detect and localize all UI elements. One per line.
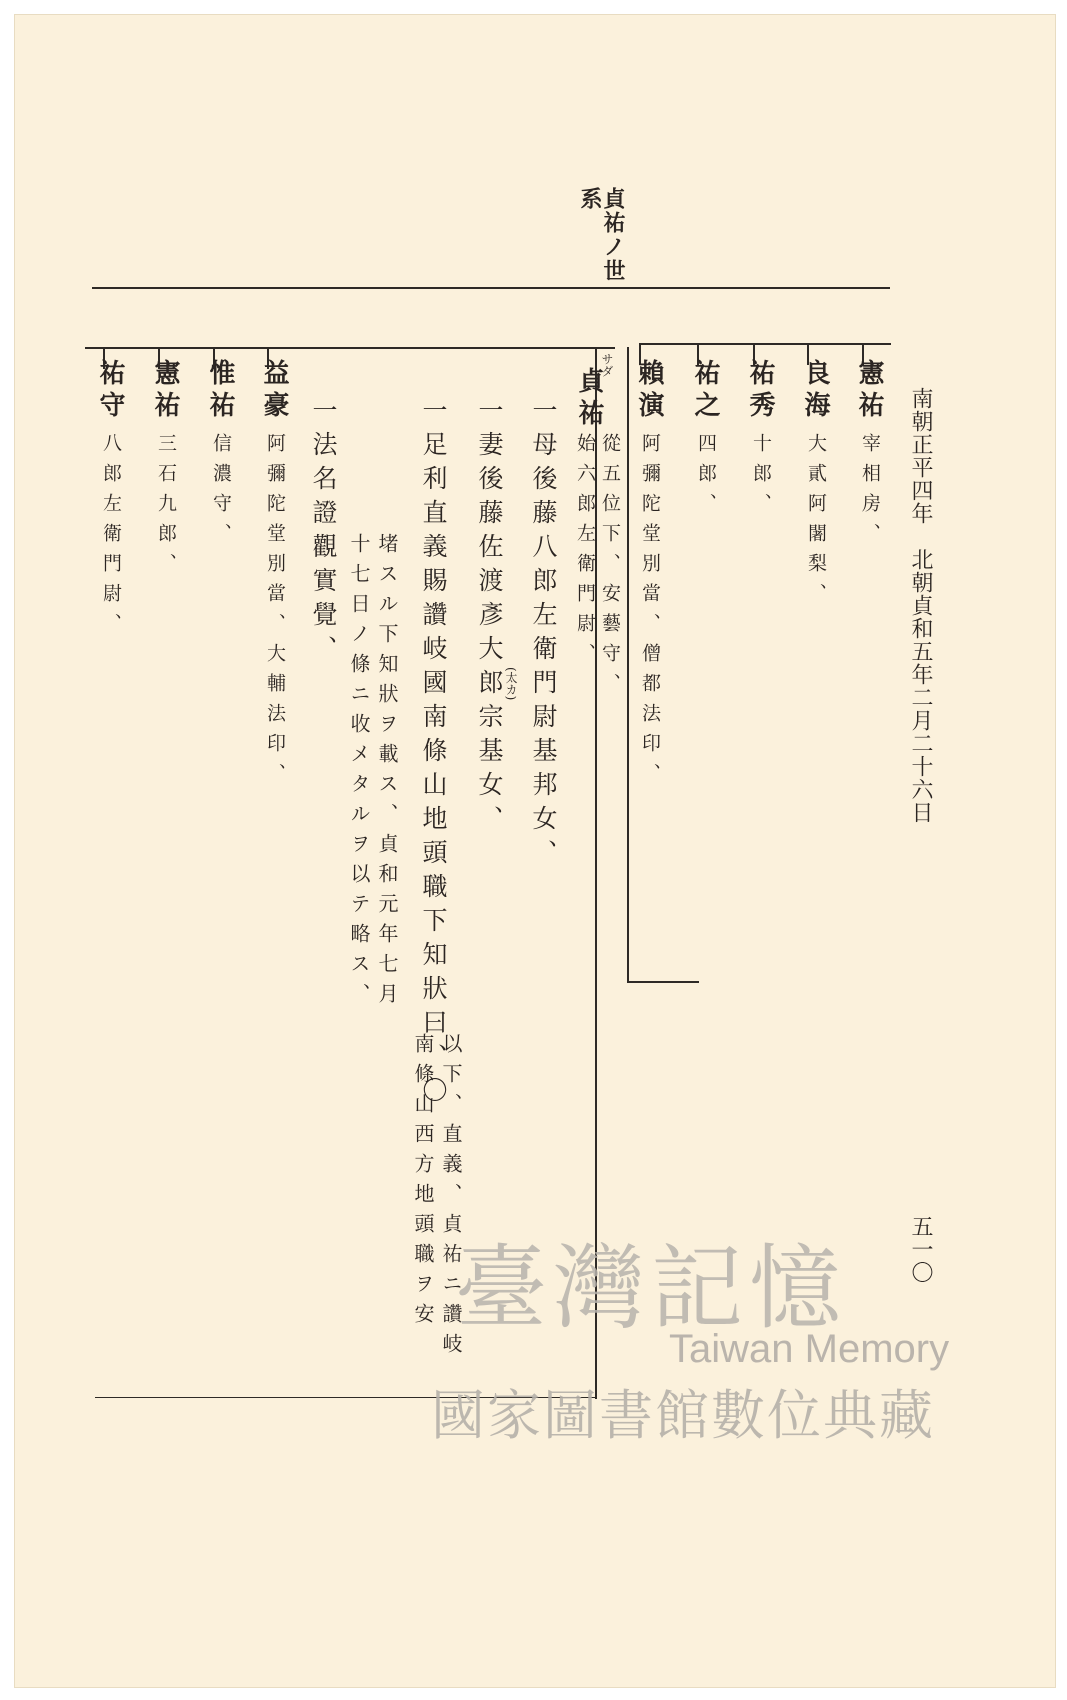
child-note: 八郎左衛門尉、 — [100, 433, 122, 643]
son-note: 四郎、 — [695, 433, 717, 523]
watermark-library: 國家圖書館數位典藏 — [431, 1384, 935, 1447]
sons-bracket-line — [639, 343, 891, 345]
child-name: 惟祐 — [205, 359, 235, 423]
main-title-note: 始六郎左衛門尉、 — [574, 433, 596, 673]
child-name: 憲祐 — [150, 359, 180, 423]
son-note: 宰相房、 — [859, 433, 881, 553]
land-grant-note: 南條山西方地頭職ヲ安 — [411, 1033, 435, 1333]
name-ruby: サダ — [600, 353, 614, 377]
child-note: 阿彌陀堂別當、大輔法印、 — [264, 433, 286, 793]
divider-line — [92, 287, 890, 289]
land-grant-line: 一足利直義賜讚岐國南條山地頭職下知狀曰、〇 — [419, 397, 448, 1111]
genealogy-title: 貞祐ノ世 — [600, 187, 626, 283]
genealogy-title-suffix: 系 — [577, 187, 603, 209]
child-name: 益豪 — [259, 359, 289, 423]
child-note: 三石九郎、 — [155, 433, 177, 583]
dharma-name-line: 一法名證觀實覺、 — [309, 397, 338, 669]
son-note: 大貳阿闍梨、 — [805, 433, 827, 613]
son-note: 阿彌陀堂別當、僧都法印、 — [639, 433, 661, 793]
page-number: 五一〇 — [908, 1215, 933, 1284]
son-name: 賴演 — [634, 359, 664, 423]
children-bracket-line — [85, 347, 615, 349]
wife-line: 一妻後藤佐渡彥大郎宗基女、 — [475, 397, 504, 839]
son-name: 憲祐 — [854, 359, 884, 423]
land-grant-note: 堵スル下知狀ヲ載ス、貞和元年七月 — [375, 533, 399, 1013]
main-rank: 從五位下、安藝守、 — [599, 433, 621, 703]
header-date: 南朝正平四年 北朝貞和五年二月二十六日 — [908, 387, 933, 824]
main-name: 貞祐 — [574, 367, 604, 431]
book-page — [14, 14, 1056, 1688]
descent-foot-line — [627, 981, 699, 983]
wife-gloss: (太カ) — [504, 667, 518, 701]
son-name: 祐秀 — [745, 359, 775, 423]
land-grant-note: 以下、直義、貞祐ニ讚岐 — [439, 1033, 463, 1363]
mother-line: 一母後藤八郎左衛門尉基邦女、 — [529, 397, 558, 873]
child-name: 祐守 — [95, 359, 125, 423]
son-note: 十郎、 — [750, 433, 772, 523]
son-name: 祐之 — [690, 359, 720, 423]
child-note: 信濃守、 — [210, 433, 232, 553]
watermark-english: Taiwan Memory — [669, 1327, 950, 1371]
watermark-logo-text: 臺灣記憶 — [455, 1235, 848, 1342]
main-descent-line — [627, 347, 629, 983]
land-grant-note: 十七日ノ條ニ收メタルヲ以テ略ス、 — [347, 533, 371, 1013]
son-name: 良海 — [800, 359, 830, 423]
